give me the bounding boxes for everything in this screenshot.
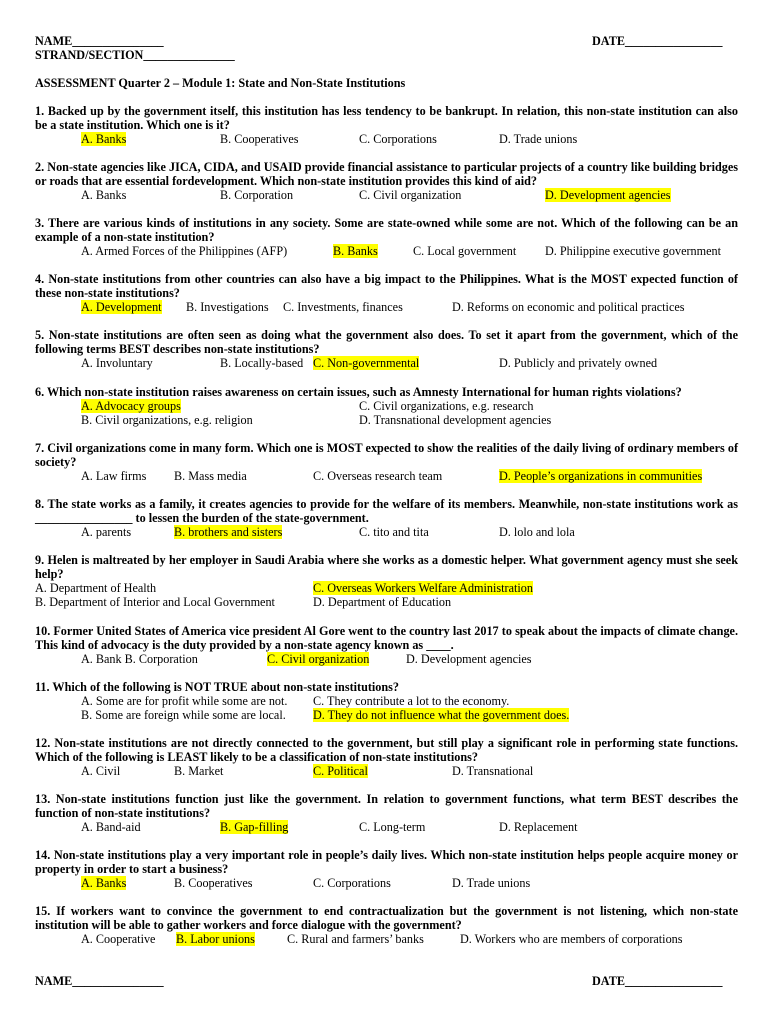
q5-option-a: A. Involuntary [81,356,153,370]
q15-option-d: D. Workers who are members of corporations [460,932,683,946]
q4-option-b: B. Investigations [186,300,269,314]
q8-option-c: C. tito and tita [359,525,429,539]
question-7: 7. Civil organizations come in many form. Which one is MOST expected to show the realities of the daily living of ordinary members of society? [35,441,738,469]
q1-option-a: A. Banks [81,132,127,146]
q1-option-c: C. Corporations [359,132,437,146]
q1-option-d: D. Trade unions [499,132,578,146]
question-12: 12. Non-state institutions are not directly connected to the government, but still play a significant role in performing state functions. Which of the following is LEAST likely to be a classification of non-state institutions? [35,736,738,764]
q2-option-d: D. Development agencies [545,188,671,202]
q9-option-d: D. Department of Education [313,595,452,609]
q4-option-c: C. Investments, finances [283,300,403,314]
q15-option-a: A. Cooperative [81,932,156,946]
q11-option-c: C. They contribute a lot to the economy. [313,694,510,708]
q13-option-c: C. Long-term [359,820,426,834]
q4-option-a: A. Development [81,300,162,314]
q6-option-d: D. Transnational development agencies [359,413,552,427]
date-field: DATE________________ [592,34,723,48]
question-9: 9. Helen is maltreated by her employer in Saudi Arabia where she works as a domestic helper. What government agency must she seek help? [35,553,738,581]
question-5: 5. Non-state institutions are often seen as doing what the government also does. To set it apart from the government, which of the following terms BEST describes non-state institutions? [35,328,738,356]
q14-option-d: D. Trade unions [452,876,531,890]
footer-date-field: DATE________________ [592,974,723,988]
question-15: 15. If workers want to convince the government to end contractualization but the government is not listening, which non-state institution will be able to gather workers and force dialogue with the government? [35,904,738,932]
question-6: 6. Which non-state institution raises awareness on certain issues, such as Amnesty International for human rights violations? [35,385,682,399]
question-14: 14. Non-state institutions play a very important role in people’s daily lives. Which non-state institution helps people acquire money or property in order to start a business? [35,848,738,876]
q11-option-a: A. Some are for profit while some are not. [81,694,288,708]
name-field: NAME_______________ [35,34,164,48]
q9-option-c: C. Overseas Workers Welfare Administration [313,581,533,595]
q13-option-d: D. Replacement [499,820,578,834]
q3-option-d: D. Philippine executive government [545,244,721,258]
q10-option-c: C. Civil organization [267,652,370,666]
q12-option-d: D. Transnational [452,764,534,778]
q8-option-b: B. brothers and sisters [174,525,283,539]
q6-option-b: B. Civil organizations, e.g. religion [81,413,253,427]
q6-option-c: C. Civil organizations, e.g. research [359,399,534,413]
q4-option-d: D. Reforms on economic and political practices [452,300,685,314]
q11-option-d: D. They do not influence what the government does. [313,708,570,722]
strand-section-field: STRAND/SECTION_______________ [35,48,235,62]
question-3: 3. There are various kinds of institutions in any society. Some are state-owned while some are not. Which of the following can be an example of a non-state institution? [35,216,738,244]
question-11: 11. Which of the following is NOT TRUE about non-state institutions? [35,680,399,694]
q8-option-a: A. parents [81,525,132,539]
q13-option-a: A. Band-aid [81,820,141,834]
q14-option-c: C. Corporations [313,876,391,890]
q13-option-b: B. Gap-filling [220,820,289,834]
q7-option-d: D. People’s organizations in communities [499,469,703,483]
q5-option-c: C. Non-governmental [313,356,420,370]
question-2: 2. Non-state agencies like JICA, CIDA, and USAID provide financial assistance to particular projects of a country like building bridges or roads that are essential fordevelopment. Which non-state institution provides this kind of aid? [35,160,738,188]
q14-option-a: A. Banks [81,876,127,890]
q3-option-b: B. Banks [333,244,378,258]
q7-option-c: C. Overseas research team [313,469,443,483]
q12-option-c: C. Political [313,764,368,778]
q10-option-ab: A. Bank B. Corporation [81,652,198,666]
q12-option-b: B. Market [174,764,224,778]
question-1: 1. Backed up by the government itself, this institution has less tendency to be bankrupt. In relation, this non-state institution can also be a state institution. Which one is it? [35,104,738,132]
q2-option-c: C. Civil organization [359,188,462,202]
q9-option-a: A. Department of Health [35,581,157,595]
q7-option-a: A. Law firms [81,469,147,483]
q9-option-b: B. Department of Interior and Local Government [35,595,275,609]
question-4: 4. Non-state institutions from other countries can also have a big impact to the Philippines. What is the MOST expected function of these non-state institutions? [35,272,738,300]
q15-option-c: C. Rural and farmers’ banks [287,932,424,946]
q3-option-c: C. Local government [413,244,517,258]
q10-option-d: D. Development agencies [406,652,532,666]
page-title: ASSESSMENT Quarter 2 – Module 1: State and Non-State Institutions [35,76,406,90]
q5-option-d: D. Publicly and privately owned [499,356,658,370]
q2-option-a: A. Banks [81,188,127,202]
q8-option-d: D. lolo and lola [499,525,575,539]
q15-option-b: B. Labor unions [176,932,255,946]
question-8: 8. The state works as a family, it creates agencies to provide for the welfare of its members. Meanwhile, non-state institutions work as ________________ to lessen the burden of the state-government. [35,497,738,525]
q12-option-a: A. Civil [81,764,121,778]
q3-option-a: A. Armed Forces of the Philippines (AFP) [81,244,288,258]
footer-name-field: NAME_______________ [35,974,164,988]
q2-option-b: B. Corporation [220,188,294,202]
q5-option-b: B. Locally-based [220,356,304,370]
q7-option-b: B. Mass media [174,469,247,483]
question-10: 10. Former United States of America vice president Al Gore went to the country last 2017 to speak about the impacts of climate change. This kind of advocacy is the duty provided by a non-state agency known as ____. [35,624,738,652]
q6-option-a: A. Advocacy groups [81,399,181,413]
q14-option-b: B. Cooperatives [174,876,253,890]
question-13: 13. Non-state institutions function just like the government. In relation to government functions, what term BEST describes the function of non-state institutions? [35,792,738,820]
q11-option-b: B. Some are foreign while some are local. [81,708,286,722]
q1-option-b: B. Cooperatives [220,132,299,146]
